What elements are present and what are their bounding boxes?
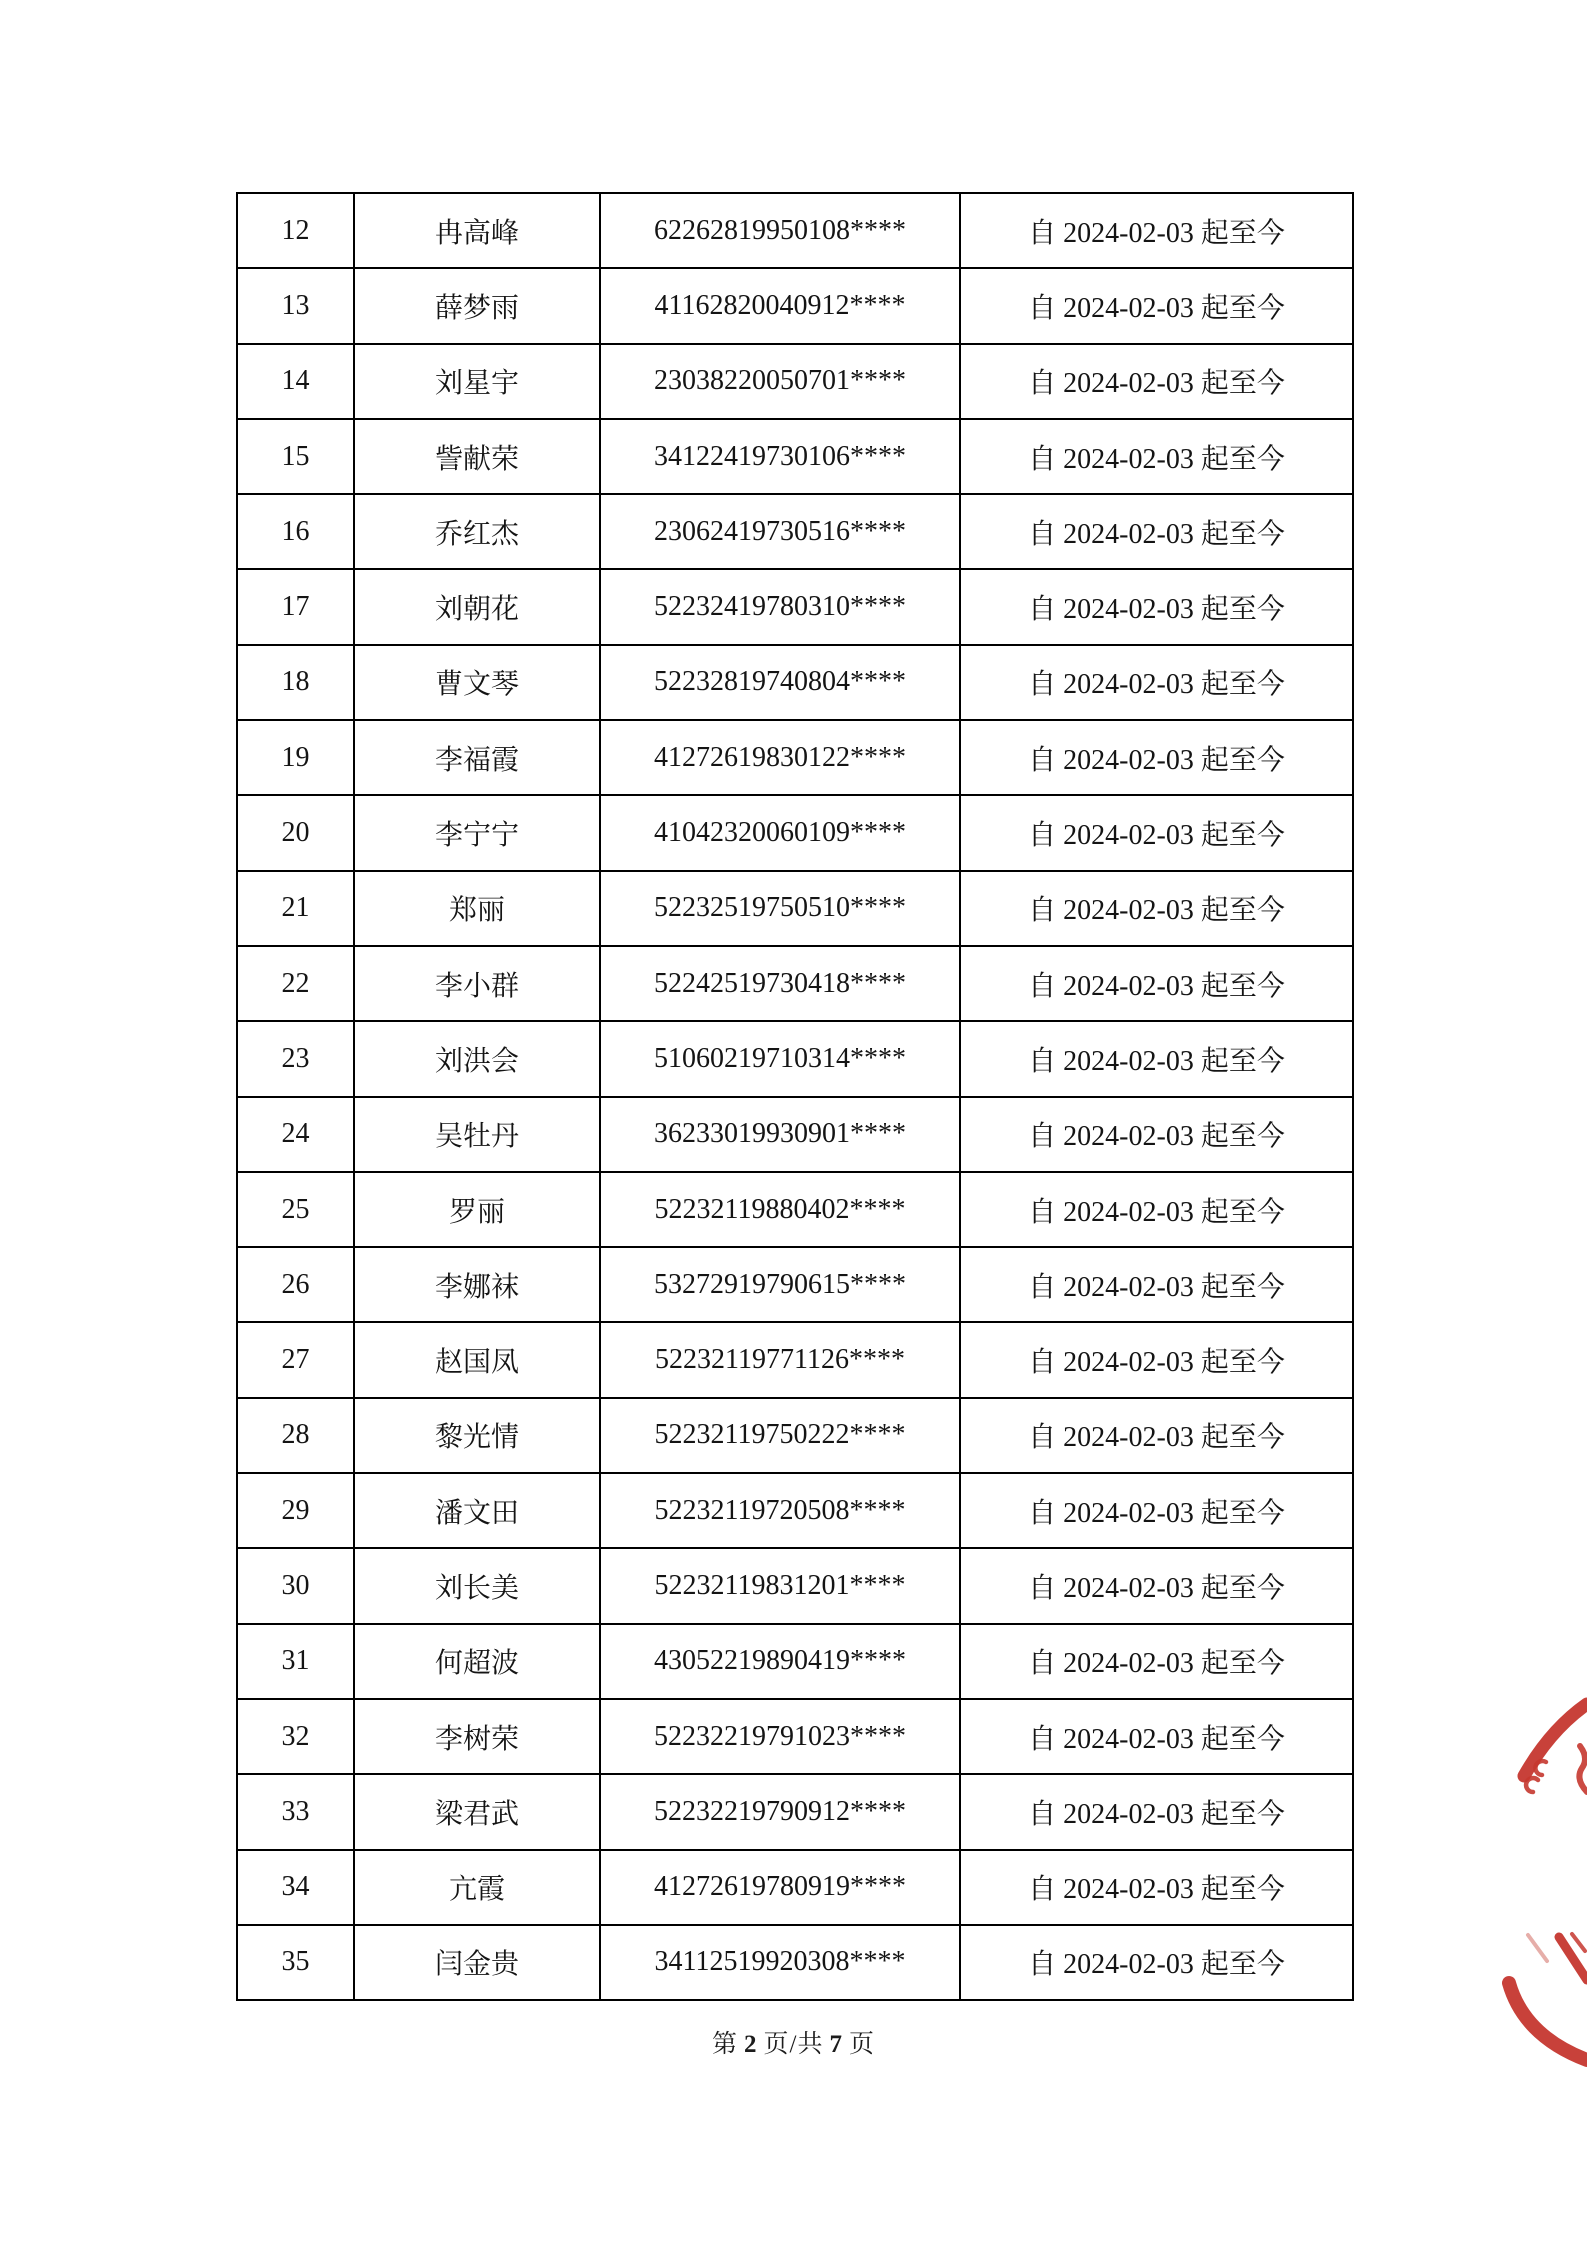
- footer-total-pages: 7: [829, 2031, 843, 2058]
- table-row: [237, 1624, 1353, 1699]
- cell-id-number: 53272919790615****: [600, 1247, 960, 1322]
- cell-id-number: 52232419780310****: [600, 569, 960, 644]
- cell-row-number: 21: [237, 871, 354, 946]
- stamp-mark-c2: [1526, 1778, 1538, 1792]
- cell-id-number: 41162820040912****: [600, 268, 960, 343]
- cell-row-number: 27: [237, 1322, 354, 1397]
- cell-id-number: 34112519920308****: [600, 1925, 960, 2000]
- cell-validity-period: 自 2024-02-03 起至今: [960, 1322, 1353, 1397]
- cell-person-name: 乔红杰: [354, 494, 600, 569]
- footer-suffix: 页: [848, 2031, 875, 2058]
- cell-row-number: 30: [237, 1548, 354, 1623]
- cell-validity-period: 自 2024-02-03 起至今: [960, 1172, 1353, 1247]
- table-row: [237, 1021, 1353, 1096]
- footer-middle: 页/共: [763, 2031, 824, 2058]
- table-row: [237, 419, 1353, 494]
- cell-validity-period: 自 2024-02-03 起至今: [960, 795, 1353, 870]
- cell-row-number: 29: [237, 1473, 354, 1548]
- cell-person-name: 李宁宁: [354, 795, 600, 870]
- cell-id-number: 62262819950108****: [600, 193, 960, 268]
- table-row: [237, 795, 1353, 870]
- cell-validity-period: 自 2024-02-03 起至今: [960, 1021, 1353, 1096]
- table-row: [237, 1247, 1353, 1322]
- cell-person-name: 曹文琴: [354, 645, 600, 720]
- page-footer: [0, 2024, 1587, 2060]
- stamp-top-arc: [1524, 1704, 1587, 1776]
- cell-validity-period: 自 2024-02-03 起至今: [960, 494, 1353, 569]
- cell-person-name: 李树荣: [354, 1699, 600, 1774]
- cell-id-number: 34122419730106****: [600, 419, 960, 494]
- cell-person-name: 訾献荣: [354, 419, 600, 494]
- cell-row-number: 12: [237, 193, 354, 268]
- cell-person-name: 吴牡丹: [354, 1097, 600, 1172]
- table-row: [237, 193, 1353, 268]
- cell-row-number: 32: [237, 1699, 354, 1774]
- cell-id-number: 41042320060109****: [600, 795, 960, 870]
- cell-row-number: 34: [237, 1850, 354, 1925]
- table-row: [237, 268, 1353, 343]
- cell-person-name: 郑丽: [354, 871, 600, 946]
- cell-validity-period: 自 2024-02-03 起至今: [960, 645, 1353, 720]
- official-seal-stamp-icon: [1480, 1690, 1587, 2070]
- cell-id-number: 36233019930901****: [600, 1097, 960, 1172]
- cell-row-number: 15: [237, 419, 354, 494]
- table-row: [237, 720, 1353, 795]
- cell-row-number: 17: [237, 569, 354, 644]
- cell-validity-period: 自 2024-02-03 起至今: [960, 1548, 1353, 1623]
- cell-id-number: 52232819740804****: [600, 645, 960, 720]
- stamp-inner-line: [1559, 1937, 1587, 1980]
- cell-row-number: 28: [237, 1398, 354, 1473]
- cell-validity-period: 自 2024-02-03 起至今: [960, 1774, 1353, 1849]
- cell-validity-period: 自 2024-02-03 起至今: [960, 946, 1353, 1021]
- cell-row-number: 35: [237, 1925, 354, 2000]
- cell-person-name: 罗丽: [354, 1172, 600, 1247]
- cell-id-number: 51060219710314****: [600, 1021, 960, 1096]
- cell-validity-period: 自 2024-02-03 起至今: [960, 1699, 1353, 1774]
- cell-validity-period: 自 2024-02-03 起至今: [960, 1925, 1353, 2000]
- cell-row-number: 20: [237, 795, 354, 870]
- cell-person-name: 李福霞: [354, 720, 600, 795]
- cell-row-number: 13: [237, 268, 354, 343]
- table-row: [237, 1699, 1353, 1774]
- cell-person-name: 潘文田: [354, 1473, 600, 1548]
- cell-person-name: 李娜袜: [354, 1247, 600, 1322]
- cell-person-name: 闫金贵: [354, 1925, 600, 2000]
- table-row: [237, 569, 1353, 644]
- cell-row-number: 25: [237, 1172, 354, 1247]
- cell-person-name: 刘洪会: [354, 1021, 600, 1096]
- cell-person-name: 赵国凤: [354, 1322, 600, 1397]
- cell-validity-period: 自 2024-02-03 起至今: [960, 569, 1353, 644]
- cell-id-number: 23062419730516****: [600, 494, 960, 569]
- table-row: [237, 1398, 1353, 1473]
- cell-id-number: 52242519730418****: [600, 946, 960, 1021]
- cell-person-name: 李小群: [354, 946, 600, 1021]
- cell-row-number: 24: [237, 1097, 354, 1172]
- stamp-mark-squiggle: [1579, 1746, 1587, 1792]
- table-row: [237, 1925, 1353, 2000]
- cell-row-number: 18: [237, 645, 354, 720]
- roster-table: [236, 192, 1354, 2001]
- table-row: [237, 871, 1353, 946]
- cell-id-number: 52232219790912****: [600, 1774, 960, 1849]
- cell-id-number: 23038220050701****: [600, 344, 960, 419]
- cell-id-number: 52232519750510****: [600, 871, 960, 946]
- cell-person-name: 刘星宇: [354, 344, 600, 419]
- cell-row-number: 22: [237, 946, 354, 1021]
- table-row: [237, 1097, 1353, 1172]
- cell-row-number: 26: [237, 1247, 354, 1322]
- footer-current-page: 2: [744, 2031, 758, 2058]
- cell-validity-period: 自 2024-02-03 起至今: [960, 1247, 1353, 1322]
- cell-row-number: 14: [237, 344, 354, 419]
- cell-person-name: 刘长美: [354, 1548, 600, 1623]
- table-row: [237, 946, 1353, 1021]
- cell-row-number: 23: [237, 1021, 354, 1096]
- cell-row-number: 31: [237, 1624, 354, 1699]
- cell-validity-period: 自 2024-02-03 起至今: [960, 1097, 1353, 1172]
- cell-validity-period: 自 2024-02-03 起至今: [960, 193, 1353, 268]
- cell-person-name: 黎光情: [354, 1398, 600, 1473]
- cell-id-number: 41272619830122****: [600, 720, 960, 795]
- cell-row-number: 16: [237, 494, 354, 569]
- table-row: [237, 494, 1353, 569]
- table-row: [237, 645, 1353, 720]
- cell-person-name: 何超波: [354, 1624, 600, 1699]
- cell-validity-period: 自 2024-02-03 起至今: [960, 344, 1353, 419]
- cell-person-name: 薛梦雨: [354, 268, 600, 343]
- table-row: [237, 1774, 1353, 1849]
- footer-prefix: 第: [712, 2031, 739, 2058]
- stamp-inner-line-2: [1572, 1934, 1585, 1951]
- cell-id-number: 43052219890419****: [600, 1624, 960, 1699]
- cell-person-name: 亢霞: [354, 1850, 600, 1925]
- table-row: [237, 1548, 1353, 1623]
- table-row: [237, 1850, 1353, 1925]
- cell-id-number: 41272619780919****: [600, 1850, 960, 1925]
- cell-validity-period: 自 2024-02-03 起至今: [960, 1473, 1353, 1548]
- cell-validity-period: 自 2024-02-03 起至今: [960, 871, 1353, 946]
- cell-validity-period: 自 2024-02-03 起至今: [960, 1850, 1353, 1925]
- cell-validity-period: 自 2024-02-03 起至今: [960, 1398, 1353, 1473]
- table-row: [237, 1322, 1353, 1397]
- cell-id-number: 52232219791023****: [600, 1699, 960, 1774]
- cell-person-name: 刘朝花: [354, 569, 600, 644]
- table-row: [237, 1473, 1353, 1548]
- cell-person-name: 冉高峰: [354, 193, 600, 268]
- cell-id-number: 52232119880402****: [600, 1172, 960, 1247]
- cell-person-name: 梁君武: [354, 1774, 600, 1849]
- cell-validity-period: 自 2024-02-03 起至今: [960, 1624, 1353, 1699]
- table-row: [237, 344, 1353, 419]
- cell-id-number: 52232119831201****: [600, 1548, 960, 1623]
- cell-validity-period: 自 2024-02-03 起至今: [960, 268, 1353, 343]
- table-row: [237, 1172, 1353, 1247]
- cell-id-number: 52232119750222****: [600, 1398, 960, 1473]
- cell-validity-period: 自 2024-02-03 起至今: [960, 419, 1353, 494]
- cell-row-number: 19: [237, 720, 354, 795]
- cell-id-number: 52232119771126****: [600, 1322, 960, 1397]
- stamp-faint-slash: [1528, 1935, 1547, 1961]
- cell-row-number: 33: [237, 1774, 354, 1849]
- cell-validity-period: 自 2024-02-03 起至今: [960, 720, 1353, 795]
- cell-id-number: 52232119720508****: [600, 1473, 960, 1548]
- stamp-mark-c1: [1535, 1761, 1546, 1775]
